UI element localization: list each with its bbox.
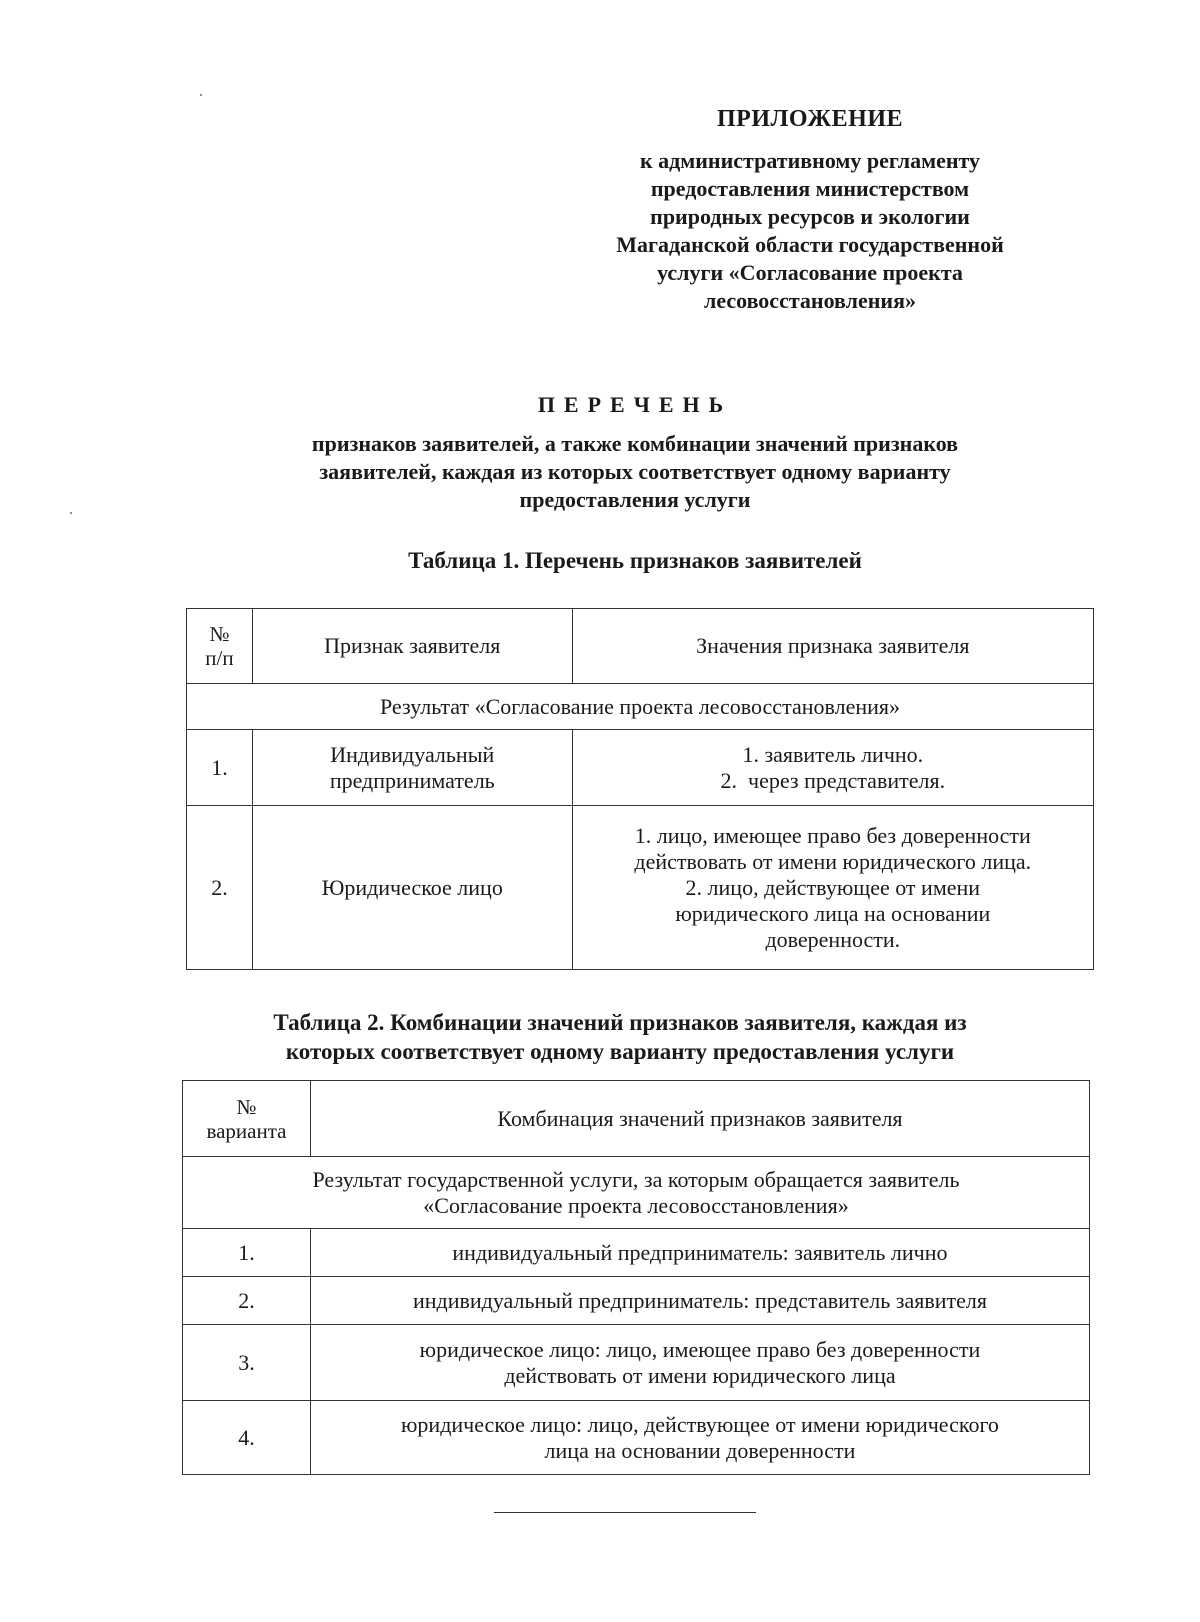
appendix-line: услуги «Согласование проекта — [657, 260, 963, 285]
table-section-row — [183, 1157, 1090, 1229]
row-text — [310, 1325, 1089, 1401]
table-header-row — [183, 1081, 1090, 1157]
table-row — [187, 730, 1094, 806]
row-num: 2. — [183, 1277, 311, 1325]
table-header-row — [187, 609, 1094, 684]
cell-line: юридическое лицо: лицо, действующее от имени юридического — [401, 1411, 999, 1437]
cell-line: 1. заявитель лично. — [742, 741, 924, 767]
table-row — [187, 806, 1094, 970]
cell-line: Результат государственной услуги, за которым обращается заявитель — [312, 1166, 960, 1192]
cell-line: 1. лицо, имеющее право без доверенности — [634, 822, 1031, 848]
row-num: 1. — [187, 730, 253, 806]
cell-line: индивидуальный предприниматель: заявитель лично — [452, 1239, 948, 1265]
cell-line: индивидуальный предприниматель: представитель заявителя — [412, 1287, 987, 1313]
cell-line: Индивидуальный — [330, 741, 495, 767]
row-num: 1. — [183, 1229, 311, 1277]
subtitle-line: признаков заявителей, а также комбинации значений признаков — [311, 431, 959, 456]
document-subtitle — [200, 430, 1070, 514]
header-combination: Комбинация значений признаков заявителя — [310, 1081, 1089, 1157]
cell-line: 2. лицо, действующее от имени — [685, 874, 981, 900]
subtitle-line: заявителей, каждая из которых соответствует одному варианту — [319, 459, 951, 484]
cell-line: 2. через представителя. — [720, 767, 946, 793]
table2 — [182, 1080, 1090, 1475]
document-title: ПЕРЕЧЕНЬ — [537, 392, 733, 417]
header-num-line: варианта — [206, 1118, 287, 1143]
cell-line: Юридическое лицо — [321, 874, 503, 900]
table2-caption — [180, 1008, 1060, 1066]
caption-line: которых соответствует одному варианту предоставления услуги — [285, 1039, 955, 1064]
caption-line: Таблица 2. Комбинации значений признаков заявителя, каждая из — [273, 1010, 967, 1035]
cell-line: доверенности. — [765, 926, 901, 952]
cell-line: юридическое лицо: лицо, имеющее право без доверенности — [419, 1336, 981, 1362]
table-row — [183, 1325, 1090, 1401]
row-feature — [252, 806, 572, 970]
row-num: 3. — [183, 1325, 311, 1401]
header-num — [183, 1081, 311, 1157]
row-text — [310, 1229, 1089, 1277]
row-text — [310, 1401, 1089, 1475]
appendix-title: ПРИЛОЖЕНИЕ — [716, 106, 904, 132]
header-num-line: № — [236, 1094, 257, 1119]
appendix-line: природных ресурсов и экологии — [650, 204, 970, 229]
appendix-block — [560, 106, 1060, 315]
appendix-line: Магаданской области государственной — [616, 232, 1004, 257]
row-num: 4. — [183, 1401, 311, 1475]
table-section-row — [187, 684, 1094, 730]
header-num — [187, 609, 253, 684]
appendix-line: предоставления министерством — [650, 176, 970, 201]
subtitle-line: предоставления услуги — [519, 487, 751, 512]
cell-line: юридического лица на основании — [675, 900, 991, 926]
cell-line: лица на основании доверенности — [544, 1437, 856, 1463]
cell-line: предприниматель — [329, 767, 495, 793]
table1 — [186, 608, 1094, 970]
row-values — [572, 730, 1093, 806]
scan-speck — [200, 94, 202, 96]
cell-line: действовать от имени юридического лица. — [634, 848, 1032, 874]
row-text — [310, 1277, 1089, 1325]
cell-line: действовать от имени юридического лица — [504, 1362, 896, 1388]
header-values: Значения признака заявителя — [572, 609, 1093, 684]
table-row — [183, 1277, 1090, 1325]
table1-caption: Таблица 1. Перечень признаков заявителей — [408, 548, 862, 573]
end-divider — [494, 1512, 756, 1513]
row-values — [572, 806, 1093, 970]
row-feature — [252, 730, 572, 806]
header-num-line: п/п — [205, 646, 234, 670]
section-cell — [183, 1157, 1090, 1229]
appendix-line: лесовосстановления» — [703, 288, 916, 313]
row-num: 2. — [187, 806, 253, 970]
cell-line: «Согласование проекта лесовосстановления» — [423, 1192, 849, 1218]
appendix-line: к административному регламенту — [639, 148, 981, 173]
scan-speck — [70, 512, 72, 514]
header-feature: Признак заявителя — [252, 609, 572, 684]
table-row — [183, 1229, 1090, 1277]
header-num-line: № — [209, 622, 230, 646]
section-cell: Результат «Согласование проекта лесовосстановления» — [187, 684, 1094, 730]
table-row — [183, 1401, 1090, 1475]
